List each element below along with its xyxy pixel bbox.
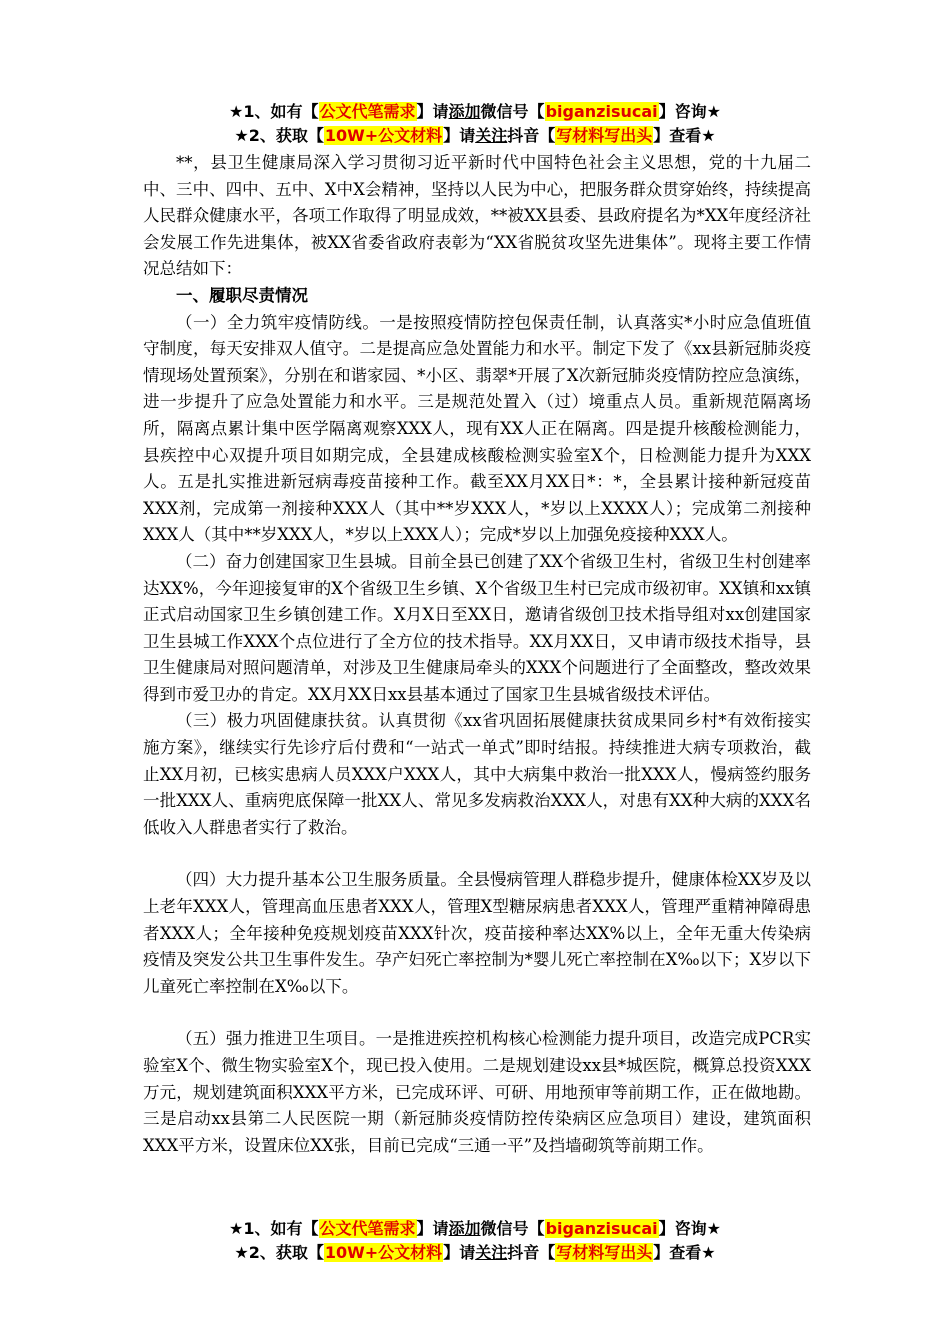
- paragraph-health-poverty: （三）极力巩固健康扶贫。认真贯彻《xx省巩固拓展健康扶贫成果同乡村*有效衔接实施方案》，继续实行先诊疗后付费和“一站式一单式”即时结报。持续推进大病专项救治，截止XX月初，已核实患病人员XXX户XXX人，其中大病集中救治一批XXX人，慢病签约服务一批XXX人、重病兜底保障一批XX人、常见多发病救治XXX人，对患有XX种大病的XXX名低收入人群患者实行了救治。: [143, 711, 811, 837]
- underlined-text: 添加: [448, 102, 481, 121]
- banner-text: 】请: [416, 102, 449, 121]
- promo-banner-bottom-line1: [0, 1217, 950, 1241]
- banner-text: 抖音【: [507, 126, 556, 145]
- douyin-id-highlight: 写材料写出头: [556, 1243, 653, 1262]
- underlined-text: 添加: [448, 1219, 481, 1238]
- paragraph-public-health: （四）大力提升基本公卫生服务质量。全县慢病管理人群稳步提升，健康体检XX岁及以上老年XXX人，管理高血压患者XXX人，管理X型糖尿病患者XXX人，管理严重精神障碍患者XXX人；全年接种免疫规划疫苗XXX针次，疫苗接种率达XX%以上，全年无重大传染病疫情及突发公共卫生事件发生。孕产妇死亡率控制为*婴儿死亡率控制在X‰以下；X岁以下儿童死亡率控制在X‰以下。: [143, 870, 811, 996]
- banner-text: 微信号【: [480, 102, 545, 121]
- banner-text: 】咨询★: [658, 1219, 721, 1238]
- banner-text: 】请: [443, 126, 476, 145]
- highlight-text: 10W+公文材料: [324, 1243, 443, 1262]
- highlight-text: 公文代笔需求: [319, 102, 416, 121]
- banner-text: 微信号【: [480, 1219, 545, 1238]
- wechat-id-highlight: biganzisucai: [545, 102, 658, 121]
- banner-text: 】查看★: [653, 126, 716, 145]
- paragraph-health-projects: （五）强力推进卫生项目。一是推进疾控机构核心检测能力提升项目，改造完成PCR实验室X个、微生物实验室X个，现已投入使用。二是规划建设xx县*城医院，概算总投资XXX万元，规划建筑面积XXX平方米，已完成环评、可研、用地预审等前期工作，正在做地勘。三是启动xx县第二人民医院一期（新冠肺炎疫情防控传染病区应急项目）建设，建筑面积XXX平方米，设置床位XX张，目前已完成“三通一平”及挡墙砌筑等前期工作。: [143, 1029, 811, 1155]
- underlined-text: 关注: [475, 126, 508, 145]
- intro-paragraph: **，县卫生健康局深入学习贯彻习近平新时代中国特色社会主义思想，党的十九届二中、三中、四中、五中、X中X会精神，坚持以人民为中心，把服务群众贯穿始终，持续提高人民群众健康水平，各项工作取得了明显成效，**被XX县委、县政府提名为*XX年度经济社会发展工作先进集体，被XX省委省政府表彰为“XX省脱贫攻坚先进集体”。现将主要工作情况总结如下：: [143, 153, 811, 279]
- banner-text: 抖音【: [507, 1243, 556, 1262]
- banner-text: 】咨询★: [658, 102, 721, 121]
- douyin-id-highlight: 写材料写出头: [556, 126, 653, 145]
- banner-text: ★2、获取【: [234, 1243, 324, 1262]
- highlight-text: 公文代笔需求: [319, 1219, 416, 1238]
- underlined-text: 关注: [475, 1243, 508, 1262]
- promo-banner-bottom-line2: [0, 1241, 950, 1265]
- banner-text: 】查看★: [653, 1243, 716, 1262]
- banner-text: ★1、如有【: [229, 102, 319, 121]
- wechat-id-highlight: biganzisucai: [545, 1219, 658, 1238]
- paragraph-sanitary-county: （二）奋力创建国家卫生县城。目前全县已创建了XX个省级卫生村，省级卫生村创建率达XX%，今年迎接复审的X个省级卫生乡镇、X个省级卫生村已完成市级初审。XX镇和xx镇正式启动国家卫生乡镇创建工作。X月X日至XX日，邀请省级创卫技术指导组对xx创建国家卫生县城工作XXX个点位进行了全方位的技术指导。XX月XX日，又申请市级技术指导，县卫生健康局对照问题清单，对涉及卫生健康局牵头的XXX个问题进行了全面整改，整改效果得到市爱卫办的肯定。XX月XX日xx县基本通过了国家卫生县城省级技术评估。: [143, 551, 811, 704]
- highlight-text: 10W+公文材料: [324, 126, 443, 145]
- banner-text: 】请: [443, 1243, 476, 1262]
- promo-banner-top-line1: [0, 100, 950, 124]
- section-heading: 一、履职尽责情况: [176, 285, 308, 305]
- banner-text: 】请: [416, 1219, 449, 1238]
- paragraph-epidemic-prevention: （一）全力筑牢疫情防线。一是按照疫情防控包保责任制，认真落实*小时应急值班值守制度，每天安排双人值守。二是提高应急处置能力和水平。制定下发了《xx县新冠肺炎疫情现场处置预案》，分别在和谐家园、*小区、翡翠*开展了X次新冠肺炎疫情防控应急演练，进一步提升了应急处置能力和水平。三是规范处置入（过）境重点人员。重新规范隔离场所，隔离点累计集中医学隔离观察XXX人，现有XX人正在隔离。四是提升核酸检测能力，县疾控中心双提升项目如期完成，全县建成核酸检测实验室X个，日检测能力提升为XXX人。五是扎实推进新冠病毒疫苗接种工作。截至XX月XX日*：*，全县累计接种新冠疫苗XXX剂，完成第一剂接种XXX人（其中**岁XXX人，*岁以上XXXX人）；完成第二剂接种XXX人（其中**岁XXX人，*岁以上XXX人）；完成*岁以上加强免疫接种XXX人。: [143, 312, 811, 545]
- document-body: [143, 150, 811, 1159]
- promo-banner-top-line2: [0, 124, 950, 148]
- banner-text: ★2、获取【: [234, 126, 324, 145]
- banner-text: ★1、如有【: [229, 1219, 319, 1238]
